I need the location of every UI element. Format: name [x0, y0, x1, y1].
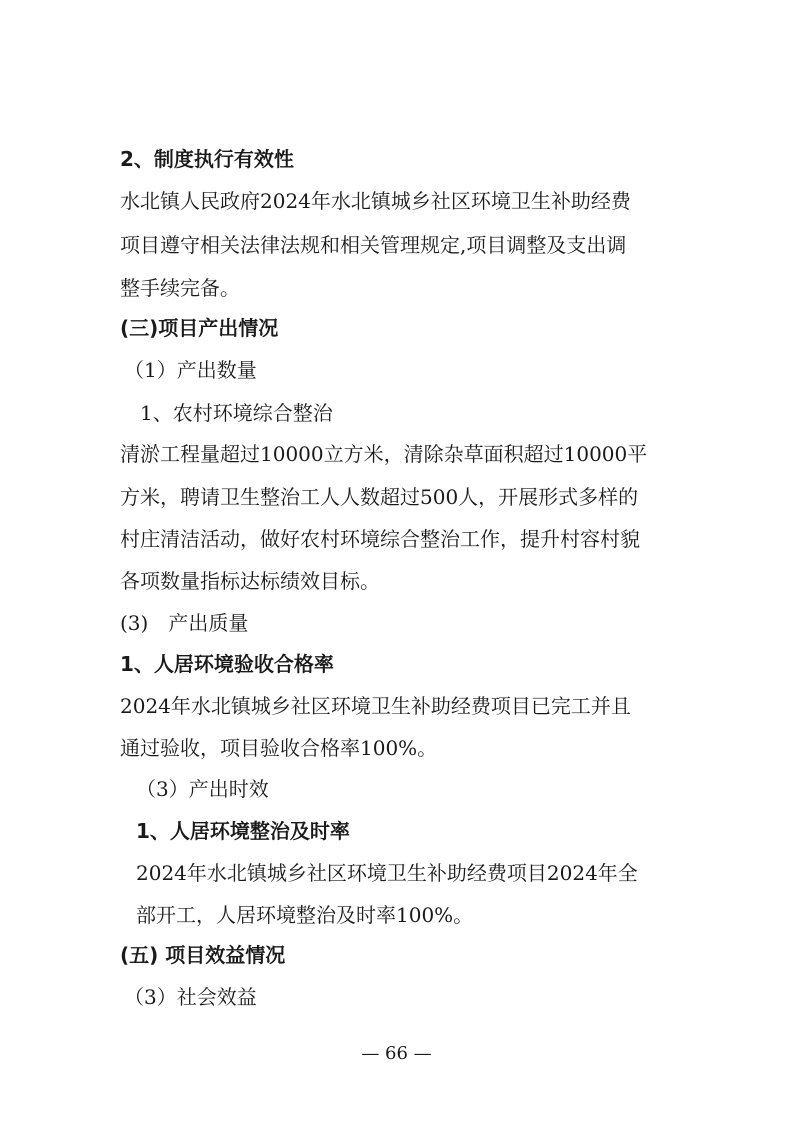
section-heading-5: (五) 项目效益情况: [120, 943, 286, 967]
subheading-output-quality: (3) 产出质量: [120, 611, 249, 635]
paragraph-line: 整手续完备。: [120, 276, 240, 300]
paragraph-line: 水北镇人民政府2024年水北镇城乡社区环境卫生补助经费: [120, 189, 631, 213]
subheading-output-quantity: （1）产出数量: [124, 358, 257, 382]
paragraph-line: 通过验收，项目验收合格率100%。: [120, 736, 438, 760]
item-heading-rural-environment: 1、农村环境综合整治: [140, 401, 333, 425]
paragraph-line: 村庄清洁活动，做好农村环境综合整治工作，提升村容村貌: [120, 527, 640, 551]
paragraph-line: 项目遵守相关法律法规和相关管理规定,项目调整及支出调: [120, 233, 627, 257]
paragraph-line: 清淤工程量超过10000立方米，清除杂草面积超过10000平: [120, 442, 648, 466]
section-heading-3: (三)项目产出情况: [120, 316, 279, 340]
paragraph-line: 2024年水北镇城乡社区环境卫生补助经费项目已完工并且: [120, 694, 631, 718]
paragraph-line: 各项数量指标达标绩效目标。: [120, 569, 380, 593]
section-heading-2: 2、制度执行有效性: [120, 147, 294, 171]
paragraph-line: 方米，聘请卫生整治工人人数超过500人，开展形式多样的: [120, 485, 639, 509]
page-number: — 66 —: [361, 1043, 432, 1064]
paragraph-line: 2024年水北镇城乡社区环境卫生补助经费项目2024年全: [136, 861, 638, 885]
item-heading-timeliness-rate: 1、人居环境整治及时率: [136, 819, 350, 843]
subheading-social-benefit: （3）社会效益: [124, 985, 257, 1009]
subheading-output-timeliness: （3）产出时效: [136, 777, 269, 801]
item-heading-acceptance-rate: 1、人居环境验收合格率: [120, 652, 334, 676]
paragraph-line: 部开工，人居环境整治及时率100%。: [136, 903, 474, 927]
